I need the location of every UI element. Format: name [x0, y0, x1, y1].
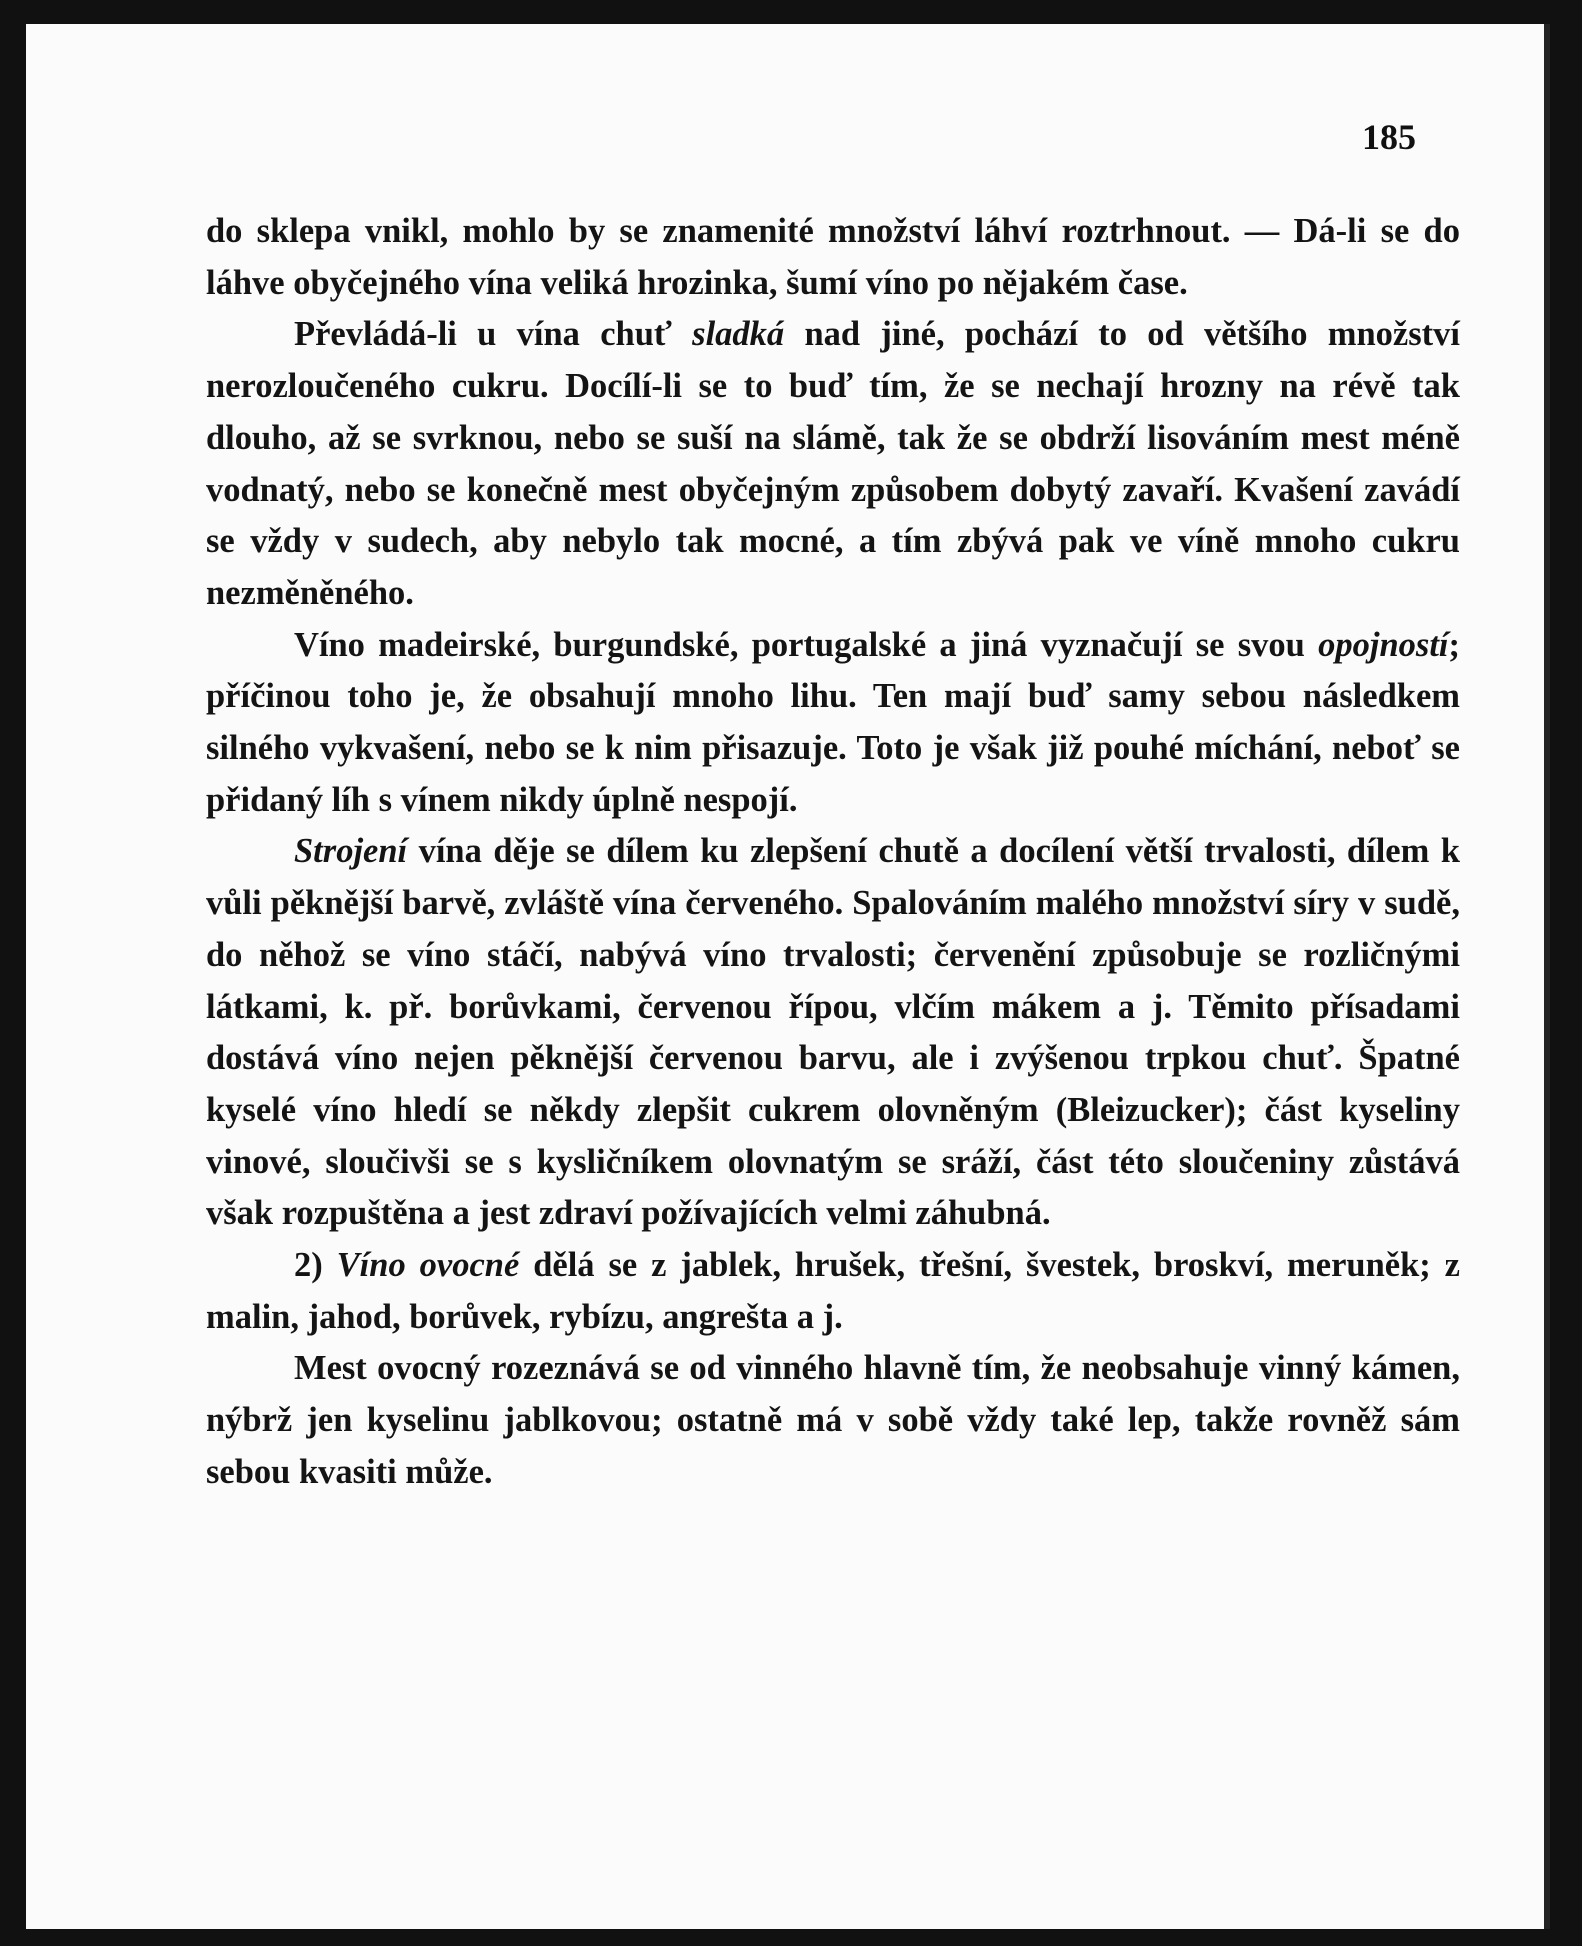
- body-text: [206, 206, 1460, 1499]
- paragraph: [206, 206, 1460, 309]
- italic-term: opojností: [1318, 625, 1449, 664]
- paragraph: [206, 620, 1460, 827]
- text-segment: Mest ovocný rozeznává se od vinného hlavně tím, že neobsahuje vinný kámen, nýbrž jen kyselinu jablkovou; ostatně má v sobě vždy také lep, takže rovněž sám sebou kvasiti může.: [206, 1349, 1460, 1491]
- paragraph: [206, 1343, 1460, 1498]
- text-segment: Víno madeirské, burgundské, portugalské a jiná vyznačují se svou: [294, 625, 1319, 664]
- text-segment: vína děje se dílem ku zlepšení chutě a docílení větší trvalosti, dílem k vůli pěknější barvě, zvláště vína červeného. Spalováním malého množství síry v sudě, do něhož se víno stáčí, nabývá víno trvalosti; červenění způsobuje se rozličnými látkami, k. př. borůvkami, červenou řípou, vlčím mákem a j. Těmito přísadami dostává víno nejen pěknější červenou barvu, ale i zvýšenou trpkou chuť. Špatné kyselé víno hledí se někdy zlepšit cukrem olovněným (Bleizucker); část kyseliny vinové, sloučivši se s kysličníkem olovnatým se sráží, část této sloučeniny zůstává však rozpuštěna a jest zdraví požívajících velmi záhubná.: [206, 832, 1460, 1233]
- italic-term: Víno ovocné: [336, 1246, 520, 1285]
- book-page: [26, 24, 1550, 1929]
- paragraph: [206, 826, 1460, 1240]
- text-segment: nad jiné, pochází to od většího množství nerozloučeného cukru. Docílí-li se to buď tím, že se nechají hrozny na révě tak dlouho, až se svrknou, nebo se suší na slámě, tak že se obdrží lisováním mest méně vodnatý, nebo se konečně mest obyčejným způsobem dobytý zavaří. Kvašení zavádí se vždy v sudech, aby nebylo tak mocné, a tím zbývá pak ve víně mnoho cukru nezměněného.: [206, 315, 1460, 612]
- italic-term: sladká: [692, 315, 785, 354]
- text-segment: dělá se z jablek, hrušek, třešní, švestek, broskví, meruněk; z malin, jahod, borůvek, rybízu, angrešta a j.: [206, 1246, 1460, 1336]
- text-segment: do sklepa vnikl, mohlo by se znamenité množství láhví roztrhnout. — Dá-li se do láhve obyčejného vína veliká hrozinka, šumí víno po nějakém čase.: [206, 212, 1460, 302]
- page-number: 185: [1362, 117, 1416, 157]
- text-segment: 2): [294, 1246, 337, 1285]
- text-segment: ; příčinou toho je, že obsahují mnoho lihu. Ten mají buď samy sebou následkem silného vykvašení, nebo se k nim přisazuje. Toto je však již pouhé míchání, neboť se přidaný líh s vínem nikdy úplně nespojí.: [206, 625, 1460, 819]
- paragraph: [206, 1240, 1460, 1343]
- italic-term: Strojení: [294, 832, 408, 871]
- text-segment: Převládá-li u vína chuť: [294, 315, 693, 354]
- paragraph: [206, 309, 1460, 619]
